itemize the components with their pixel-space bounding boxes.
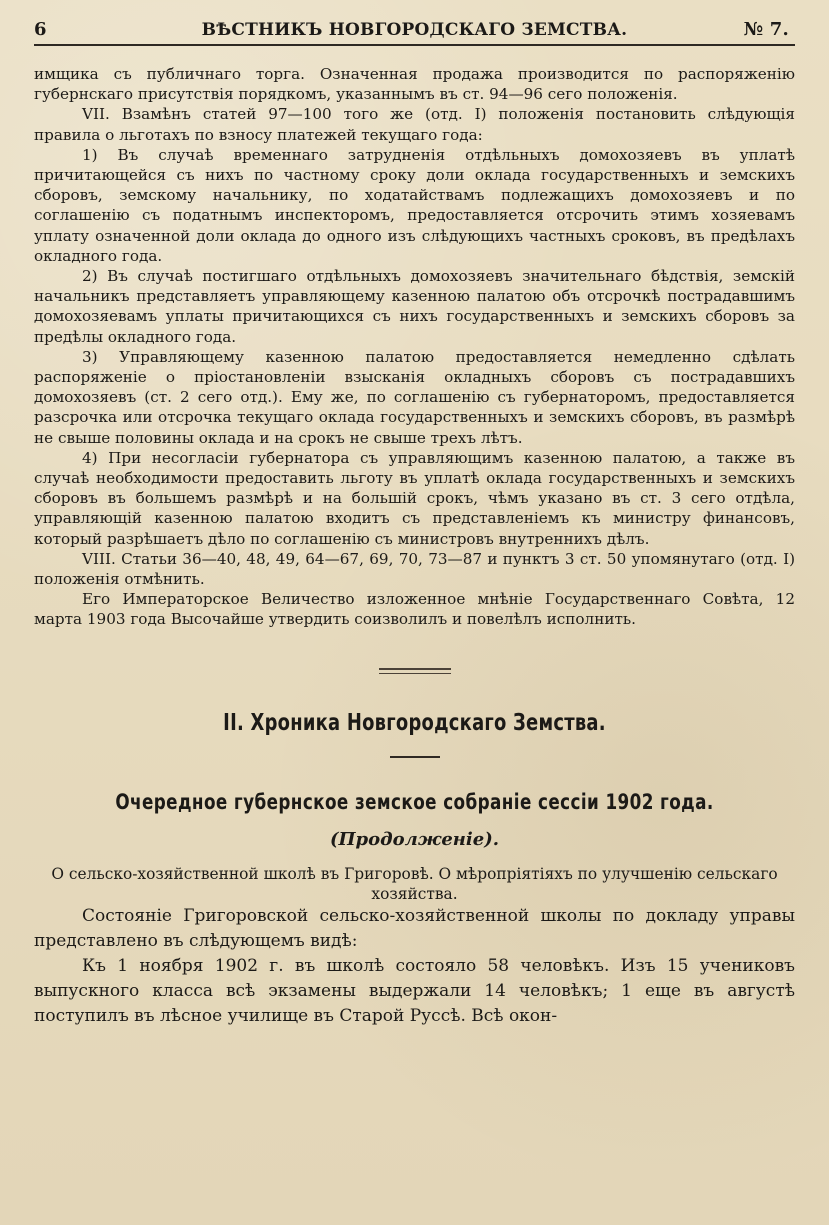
paragraph-rule-3: 3) Управляющему казенною палатою предоставляется немедленно сдѣлать распоряженіе о пріостановленіи взысканія окладныхъ сборовъ съ пострадавшихъ домохозяевъ (ст. 2 сего отд.). Ему же, по соглашенію съ губернаторомъ, предоставляется разсрочка или отсрочка текущаго оклада государственныхъ и земскихъ сборовъ, въ размѣрѣ не свыше половины оклада и на срокъ не свыше трехъ лѣтъ. — [34, 347, 795, 447]
paragraph-rule-2: 2) Въ случаѣ постигшаго отдѣльныхъ домохозяевъ значительнаго бѣдствія, земскій начальникъ представляетъ управляющему казенною палатою объ отсрочкѣ пострадавшимъ домохозяевамъ уплаты причитающихся съ нихъ государственныхъ и земскихъ сборовъ за предѣлы окладного года. — [34, 267, 795, 346]
paragraph-section-vii: VII. Взамѣнъ статей 97—100 того же (отд. I) положенія постановить слѣдующія правила о льготахъ по взносу платежей текущаго года: — [34, 105, 795, 144]
paragraph-rule-4: 4) При несогласіи губернатора съ управляющимъ казенною палатою, а также въ случаѣ необходимости предоставить льготу въ уплатѣ оклада государственныхъ и земскихъ сборовъ въ большемъ размѣрѣ и на большій срокъ, чѣмъ указано въ ст. 3 сего отдѣла, управляющій казенною палатою входитъ съ представленіемъ къ министру финансовъ, который разрѣшаетъ дѣло по соглашенію съ министровъ внутреннихъ дѣлъ. — [34, 448, 795, 548]
section-title: II. Хроника Новгородскаго Земства. — [223, 709, 606, 736]
section-separator — [379, 668, 451, 674]
section-rule — [390, 756, 440, 758]
issue-number: № 7. — [743, 19, 789, 40]
journal-title: ВѢСТНИКЪ НОВГОРОДСКАГО ЗЕМСТВА. — [201, 20, 628, 40]
session-title: Очередное губернское земское собраніе сессіи 1902 года. — [115, 789, 714, 814]
paragraph-opening: имщика съ публичнаго торга. Означенная продажа производится по распоряженію губернскаго присутствія порядкомъ, указаннымъ въ ст. 94—96 сего положенія. — [34, 65, 795, 104]
paragraph-school-report: Состояніе Григоровской сельско-хозяйственной школы по докладу управы представлено въ слѣдующемъ видѣ: — [34, 905, 795, 951]
continuation-label: (Продолженіе). — [330, 828, 499, 850]
article-body — [34, 64, 795, 1029]
chronicle-subheading: О сельско-хозяйственной школѣ въ Григоровѣ. О мѣропріятіяхъ по улучшенію сельскаго хозяйства. — [51, 864, 778, 903]
paragraph-section-viii: VIII. Статьи 36—40, 48, 49, 64—67, 69, 70, 73—87 и пунктъ 3 ст. 50 упомянутаго (отд. I) положенія отмѣнить. — [34, 549, 795, 589]
paragraph-school-students: Къ 1 ноября 1902 г. въ школѣ состояло 58 человѣкъ. Изъ 15 учениковъ выпускного класса всѣ экзамены выдержали 14 человѣкъ; 1 еще въ августѣ поступилъ въ лѣсное училище въ Старой Руссѣ. Всѣ окон- — [34, 955, 795, 1026]
paragraph-approval: Его Императорское Величество изложенное мнѣніе Государственнаго Совѣта, 12 марта 1903 года Высочайше утвердить соизволилъ и повелѣлъ исполнить. — [34, 590, 795, 629]
page-number: 6 — [34, 19, 47, 40]
paragraph-rule-1: 1) Въ случаѣ временнаго затрудненія отдѣльныхъ домохозяевъ въ уплатѣ причитающейся съ нихъ по частному сроку доли оклада государственныхъ и земскихъ сборовъ, земскому начальнику, по ходатайствамъ подлежащихъ домохозяевъ и по соглашенію съ податнымъ инспекторомъ, предоставляется отсрочить этимъ хозяевамъ уплату означенной доли оклада до одного изъ слѣдующихъ частныхъ сроковъ, въ предѣлахъ окладного года. — [34, 145, 795, 265]
page-header — [34, 18, 795, 46]
